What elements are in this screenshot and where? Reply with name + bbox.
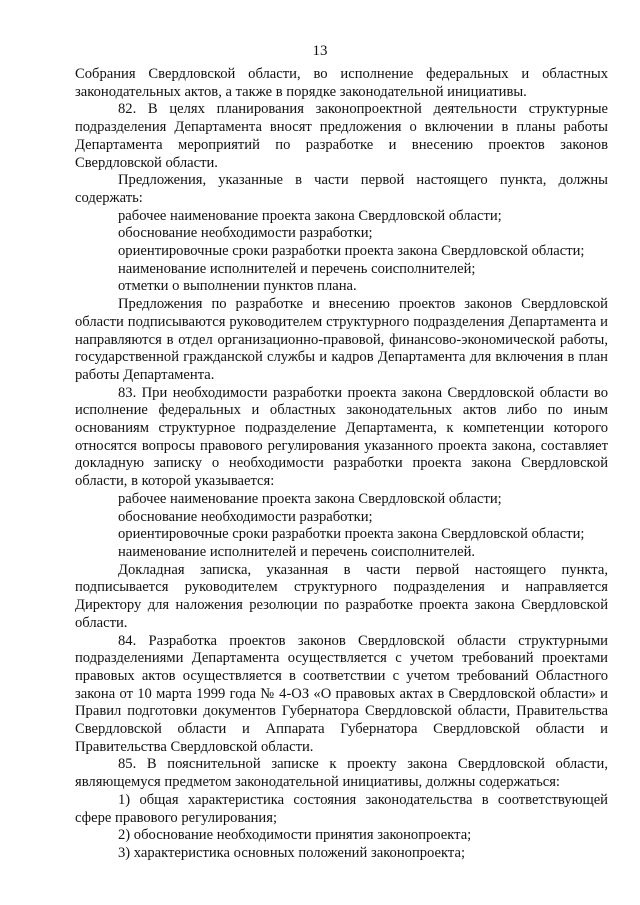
list-item: 2) обоснование необходимости принятия законопроекта;: [118, 827, 472, 844]
paragraph-82-signing: Предложения по разработке и внесению проектов законов Свердловской области подписываются руководителем структурного подразделения Департамента и направляются в отдел организационно-правовой, финансово-экономической работы, государственной гражданской службы и кадров Департамента для включения в план работы Департамента.: [75, 296, 608, 383]
list-item: отметки о выполнении пунктов плана.: [118, 278, 357, 295]
paragraph-85: 85. В пояснительной записке к проекту закона Свердловской области, являющемуся предметом законодательной инициативы, должны содержаться:: [75, 756, 608, 791]
paragraph-83: 83. При необходимости разработки проекта закона Свердловской области во исполнение федеральных и областных законодательных актов либо по иным основаниям структурное подразделение Департамента, к компетенции которого относятся вопросы правового регулирования указанного проекта закона, составляет докладную записку о необходимости разработки проекта закона Свердловской области, в которой указывается:: [75, 384, 608, 490]
paragraph-82: 82. В целях планирования законопроектной деятельности структурные подразделения Департамента вносят предложения о включении в планы работы Департамента мероприятий по разработке и внесению проектов законов Свердловской области.: [75, 101, 608, 171]
list-item: ориентировочные сроки разработки проекта закона Свердловской области;: [118, 243, 585, 260]
list-item: ориентировочные сроки разработки проекта закона Свердловской области;: [118, 526, 585, 543]
list-item: рабочее наименование проекта закона Свердловской области;: [118, 490, 502, 507]
page-number: 13: [312, 43, 328, 59]
paragraph-83-memo: Докладная записка, указанная в части первой настоящего пункта, подписывается руководителем структурного подразделения и направляется Директору для наложения резолюции по разработке проекта закона Свердловской области.: [75, 561, 608, 631]
list-item: наименование исполнителей и перечень соисполнителей;: [118, 260, 476, 277]
document-body: [75, 66, 608, 863]
list-item: обоснование необходимости разработки;: [118, 508, 373, 525]
list-item: наименование исполнителей и перечень соисполнителей.: [118, 543, 476, 560]
paragraph-84: 84. Разработка проектов законов Свердловской области структурными подразделениями Департамента осуществляется с учетом требований проектами правовых актов осуществляется в соответствии с учетом требований Областного закона от 10 марта 1999 года № 4-ОЗ «О правовых актах в Свердловской области» и Правил подготовки документов Губернатора Свердловской области, Правительства Свердловской области и Аппарата Губернатора Свердловской области и Правительства Свердловской области.: [75, 632, 608, 755]
list-item: рабочее наименование проекта закона Свердловской области;: [118, 207, 502, 224]
list-item: 3) характеристика основных положений законопроекта;: [118, 844, 465, 861]
list-item: обоснование необходимости разработки;: [118, 225, 373, 242]
paragraph-82-proposals-content: Предложения, указанные в части первой настоящего пункта, должны содержать:: [75, 172, 608, 206]
paragraph-continuation: Собрания Свердловской области, во исполнение федеральных и областных законодательных актов, а также в порядке законодательной инициативы.: [75, 66, 608, 100]
paragraph-85-item-1: 1) общая характеристика состояния законодательства в соответствующей сфере правового регулирования;: [75, 791, 608, 826]
